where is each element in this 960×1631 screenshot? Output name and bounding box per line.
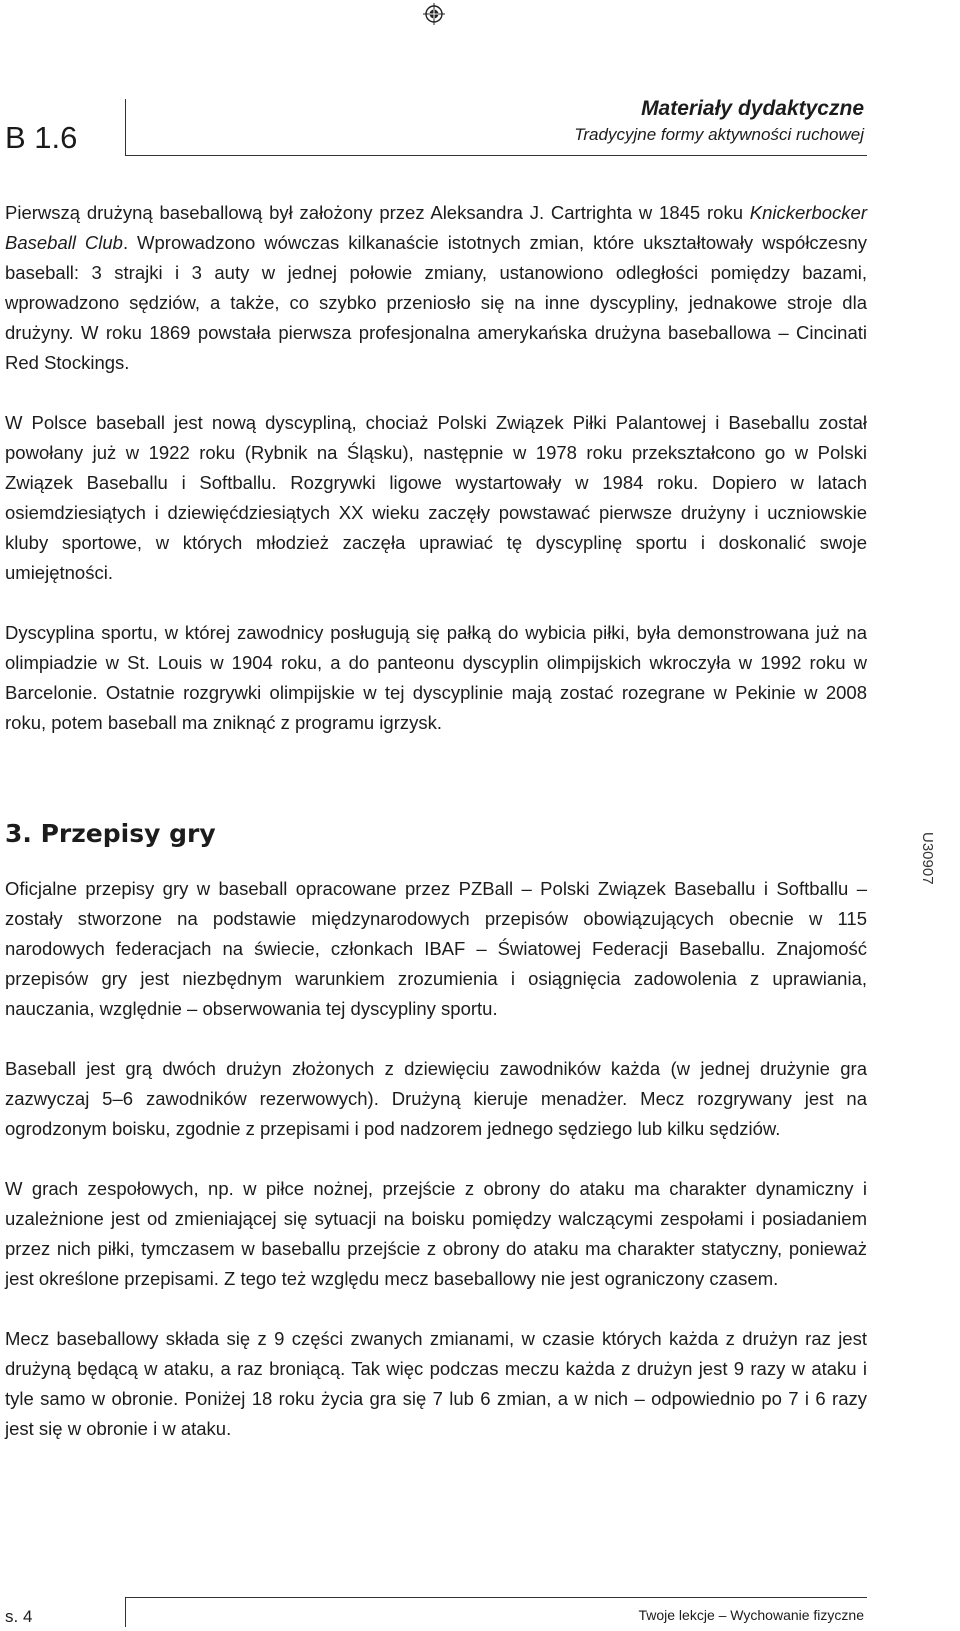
registration-mark-icon <box>423 3 445 25</box>
paragraph-rules: Oficjalne przepisy gry w baseball opracowane przez PZBall – Polski Związek Baseballu i Softballu – zostały stworzone na podstawie międzynarodowych przepisów obowiązujących obecnie w 115 narodowych federacjach na świecie, członkach IBAF – Światowej Federacji Baseballu. Znajomość przepisów gry jest niezbędnym warunkiem zrozumienia i osiągnięcia zadowolenia z uprawiania, nauczania, względnie – obserwowania tej dyscypliny sportu. <box>5 878 867 1019</box>
header-title: Materiały dydaktyczne <box>641 97 864 120</box>
section-code: B 1.6 <box>5 120 78 155</box>
paragraph-text: Pierwszą drużyną baseballową był założony przez Aleksandra J. Cartrighta w 1845 roku <box>5 202 750 223</box>
paragraph-teams: Baseball jest grą dwóch drużyn złożonych z dziewięciu zawodników każda (w jednej drużynie gra zazwyczaj 5–6 zawodników rezerwowych). Drużyną kieruje menadżer. Mecz rozgrywany jest na ogrodzonym boisku, zgodnie z przepisami i pod nadzorem jednego sędziego lub kilku sędziów. <box>5 1058 867 1139</box>
header-divider-horizontal <box>125 155 867 156</box>
footer-series: Twoje lekcje – Wychowanie fizyczne <box>638 1607 864 1623</box>
footer-divider-vertical <box>125 1597 126 1627</box>
page-number: s. 4 <box>5 1607 33 1626</box>
main-content <box>5 198 867 1444</box>
club-name: Knickerbocker Baseball Club <box>5 202 867 253</box>
section-heading: 3. Przepisy gry <box>5 819 216 848</box>
paragraph-poland: W Polsce baseball jest nową dyscypliną, chociaż Polski Związek Piłki Palantowej i Baseballu został powołany już w 1922 roku (Rybnik na Śląsku), następnie w 1978 roku przekształcono go w Polski Związek Baseballu i Softballu. Rozgrywki ligowe wystartowały w 1984 roku. Dopiero w latach osiemdziesiątych i dziewięćdziesiątych XX wieku zaczęły powstawać pierwsze drużyny i uczniowskie kluby sportowe, w których młodzież zaczęła uprawiać tę dyscyplinę sportu i doskonalić swoje umiejętności. <box>5 412 867 583</box>
paragraph-text: . Wprowadzono wówczas kilkanaście istotnych zmian, które ukształtowały współczesny baseball: 3 strajki i 3 auty w jednej połowie zmiany, ustanowiono odległości pomiędzy bazami, wprowadzono sędziów, a także, co szybko przeniosło się na inne dyscypliny, jednakowe stroje dla drużyny. W roku 1869 powstała pierwsza profesjonalna amerykańska drużyna baseballowa – Cincinati Red Stockings. <box>5 232 868 373</box>
paragraph-transition: W grach zespołowych, np. w piłce nożnej, przejście z obrony do ataku ma charakter dynamiczny i uzależnione jest od zmieniającej się sytuacji na boisku pomiędzy walczącymi zespołami i posiadaniem przez nich piłki, tymczasem w baseballu przejście z obrony do ataku ma charakter statyczny, ponieważ jest określone przepisami. Z tego też względu mecz baseballowy nie jest ograniczony czasem. <box>5 1178 867 1289</box>
paragraph-history <box>5 198 867 378</box>
header-subtitle: Tradycyjne formy aktywności ruchowej <box>574 125 864 144</box>
side-code: U30907 <box>919 832 936 885</box>
footer-divider-horizontal <box>125 1597 867 1598</box>
paragraph-olympics: Dyscyplina sportu, w której zawodnicy posługują się pałką do wybicia piłki, była demonstrowana już na olimpiadzie w St. Louis w 1904 roku, a do panteonu dyscyplin olimpijskich wkroczyła w 1992 roku w Barcelonie. Ostatnie rozgrywki olimpijskie w tej dyscyplinie mają zostać rozegrane w Pekinie w 2008 roku, potem baseball ma zniknąć z programu igrzysk. <box>5 622 867 733</box>
header-divider-vertical <box>125 99 126 155</box>
paragraph-innings: Mecz baseballowy składa się z 9 części zwanych zmianami, w czasie których każda z drużyn raz jest drużyną będącą w ataku, a raz broniącą. Tak więc podczas meczu każda z drużyn jest 9 razy w ataku i tyle samo w obronie. Poniżej 18 roku życia gra się 7 lub 6 zmian, a w nich – odpowiednio po 7 i 6 razy jest się w obronie i w ataku. <box>5 1328 867 1439</box>
